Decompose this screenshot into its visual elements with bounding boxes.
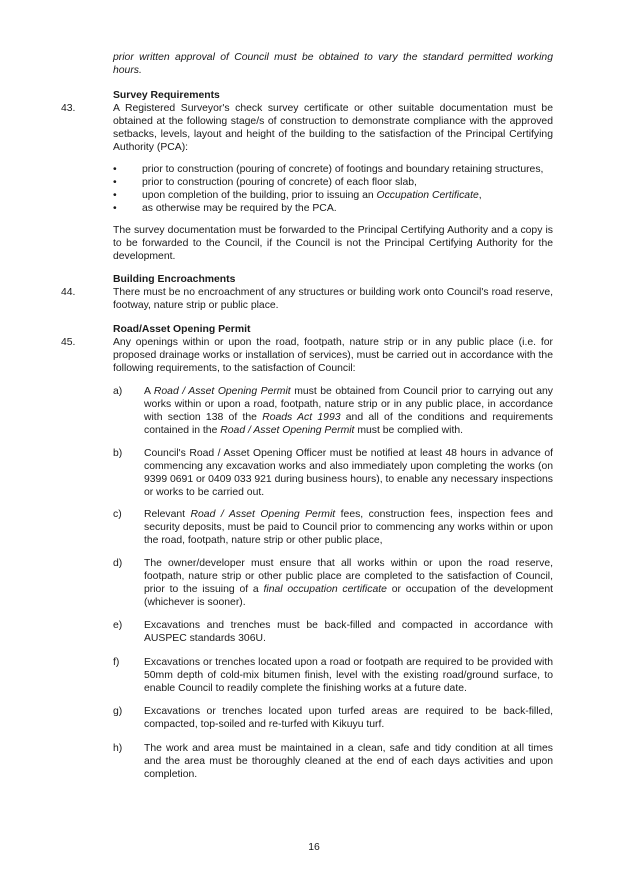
permit-item-e: Excavations and trenches must be back-filled and compacted in accordance with AUSPEC standards 306U.: [144, 620, 553, 644]
intro-text: prior written approval of Council must be obtained to vary the standard permitted working hours.: [113, 52, 553, 76]
permit-item-a: A Road / Asset Opening Permit must be obtained from Council prior to carrying out any works within or upon a road, footpath, nature strip or in any public place, in accordance with section 138 of the Roads Act 1993 and all of the conditions and requirements contained in the Road / Asset Opening Permit must be complied with.: [144, 386, 553, 436]
clause-number-45: 45.: [61, 337, 76, 348]
list-item: [113, 164, 553, 177]
clause-number-44: 44.: [61, 287, 76, 298]
bullet-text: prior to construction (pouring of concrete) of footings and boundary retaining structures,: [142, 164, 544, 175]
permit-item-h: The work and area must be maintained in a clean, safe and tidy condition at all times and the area must be thoroughly cleaned at the end of each days activities and upon completion.: [144, 743, 553, 780]
survey-heading-text: Survey Requirements: [113, 90, 220, 101]
permit-item-d: The owner/developer must ensure that all works within or upon the road reserve, footpath, nature strip or other public place are completed to the satisfaction of Council, prior to the issuing of a final occupation certificate or occupation of the development (whichever is sooner).: [144, 558, 553, 608]
list-item: [113, 177, 553, 190]
bullet-text: prior to construction (pouring of concrete) of each floor slab,: [142, 176, 417, 188]
permit-intro-text: Any openings within or upon the road, footpath, nature strip or in any public place (i.e. for proposed drainage works or installation of services), must be carried out in accordance with the following requirements, to the satisfaction of Council:: [113, 337, 553, 374]
bullet-text: upon completion of the building, prior to issuing an Occupation Certificate,: [142, 189, 482, 201]
item-letter-g: g): [113, 706, 123, 717]
item-letter-f: f): [113, 657, 120, 668]
permit-item-f: Excavations or trenches located upon a road or footpath are required to be provided with 50mm depth of cold-mix bitumen finish, level with the existing road/ground surface, to enable Council to readily complete the finishing works at a future date.: [144, 657, 553, 694]
bullet-icon: •: [113, 202, 117, 214]
encroachment-body: There must be no encroachment of any structures or building work onto Council's road reserve, footway, nature strip or public place.: [113, 287, 553, 311]
item-letter-b: b): [113, 448, 123, 459]
bullet-icon: •: [113, 189, 117, 201]
item-letter-a: a): [113, 386, 123, 397]
bullet-icon: •: [113, 164, 117, 175]
encroachment-heading: [113, 274, 553, 287]
survey-intro-text: A Registered Surveyor's check survey certificate or other suitable documentation must be obtained at the following stage/s of construction to demonstrate compliance with the approved setbacks, levels, layout and height of the building to the satisfaction of the Principal Certifying Authority (PCA):: [113, 103, 553, 153]
permit-heading-text: Road/Asset Opening Permit: [113, 324, 251, 335]
list-item: [113, 190, 553, 203]
encroachment-heading-text: Building Encroachments: [113, 274, 236, 285]
item-letter-c: c): [113, 509, 122, 520]
clause-number-43: 43.: [61, 103, 76, 114]
survey-intro: [113, 103, 553, 155]
item-letter-h: h): [113, 743, 123, 754]
survey-closing-text: The survey documentation must be forwarded to the Principal Certifying Authority and a copy is to be forwarded to the Council, if the Council is not the Principal Certifying Authority for the development.: [113, 225, 553, 262]
intro-continuation: [113, 52, 553, 78]
survey-closing: [113, 225, 553, 264]
survey-bullet-list: [113, 164, 553, 216]
encroachment-text: [113, 287, 553, 313]
page-number: 16: [308, 842, 320, 853]
list-item: [113, 203, 553, 216]
permit-item-g: Excavations or trenches located upon turfed areas are required to be back-filled, compacted, top-soiled and re-turfed with Kikuyu turf.: [144, 706, 553, 730]
item-letter-e: e): [113, 620, 123, 631]
permit-heading: [113, 324, 553, 337]
permit-intro: [113, 337, 553, 376]
item-letter-d: d): [113, 558, 123, 569]
permit-item-b: Council's Road / Asset Opening Officer must be notified at least 48 hours in advance of commencing any excavation works and also immediately upon completing the works (on 9399 0691 or 0409 033 921 during business hours), to enable any necessary inspections or works to be carried out.: [144, 448, 553, 498]
permit-item-c: Relevant Road / Asset Opening Permit fees, construction fees, inspection fees and security deposits, must be paid to Council prior to commencing any works within or upon the road, footpath, nature strip or other public place,: [144, 509, 553, 546]
bullet-text: as otherwise may be required by the PCA.: [142, 202, 337, 214]
survey-heading: [113, 90, 553, 103]
bullet-icon: •: [113, 176, 117, 188]
